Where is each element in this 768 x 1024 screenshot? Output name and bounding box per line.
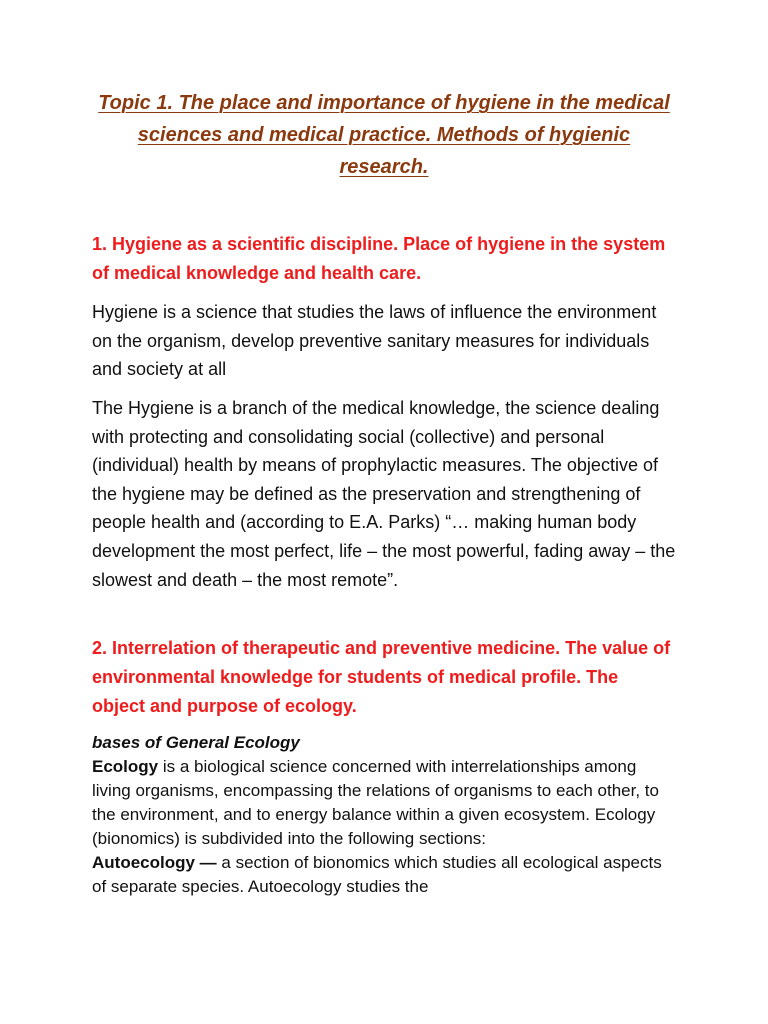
ecology-subheading: bases of General Ecology <box>92 733 300 752</box>
document-title: Topic 1. The place and importance of hygiene in the medical sciences and medical practice. Methods of hygienic research. <box>98 92 670 178</box>
ecology-definition: is a biological science concerned with interrelationships among living organisms, encompassing the relations of organisms to each other, to the environment, and to energy balance within a given ecosystem. Ecology (bionomics) is subdivided into the following sections: <box>92 757 659 848</box>
section-1-paragraph-1: Hygiene is a science that studies the laws of influence the environment on the organism, develop preventive sanitary measures for individuals and society at all <box>92 302 657 380</box>
ecology-paragraph <box>92 755 676 899</box>
ecology-term: Ecology <box>92 757 159 776</box>
section-1-heading: 1. Hygiene as a scientific discipline. Place of hygiene in the system of medical knowledge and health care. <box>92 234 666 283</box>
autoecology-definition: a section of bionomics which studies all ecological aspects of separate species. Autoecology studies the <box>92 853 662 896</box>
section-1-paragraph-2: The Hygiene is a branch of the medical knowledge, the science dealing with protecting and consolidating social (collective) and personal (individual) health by means of prophylactic measures. The objective of the hygiene may be defined as the preservation and strengthening of people health and (according to E.A. Parks) “… making human body development the most perfect, life – the most powerful, fading away – the slowest and death – the most remote”. <box>92 398 676 590</box>
autoecology-term: Autoecology — <box>92 853 217 872</box>
section-2-heading: 2. Interrelation of therapeutic and preventive medicine. The value of environmental knowledge for students of medical profile. The object and purpose of ecology. <box>92 638 671 716</box>
